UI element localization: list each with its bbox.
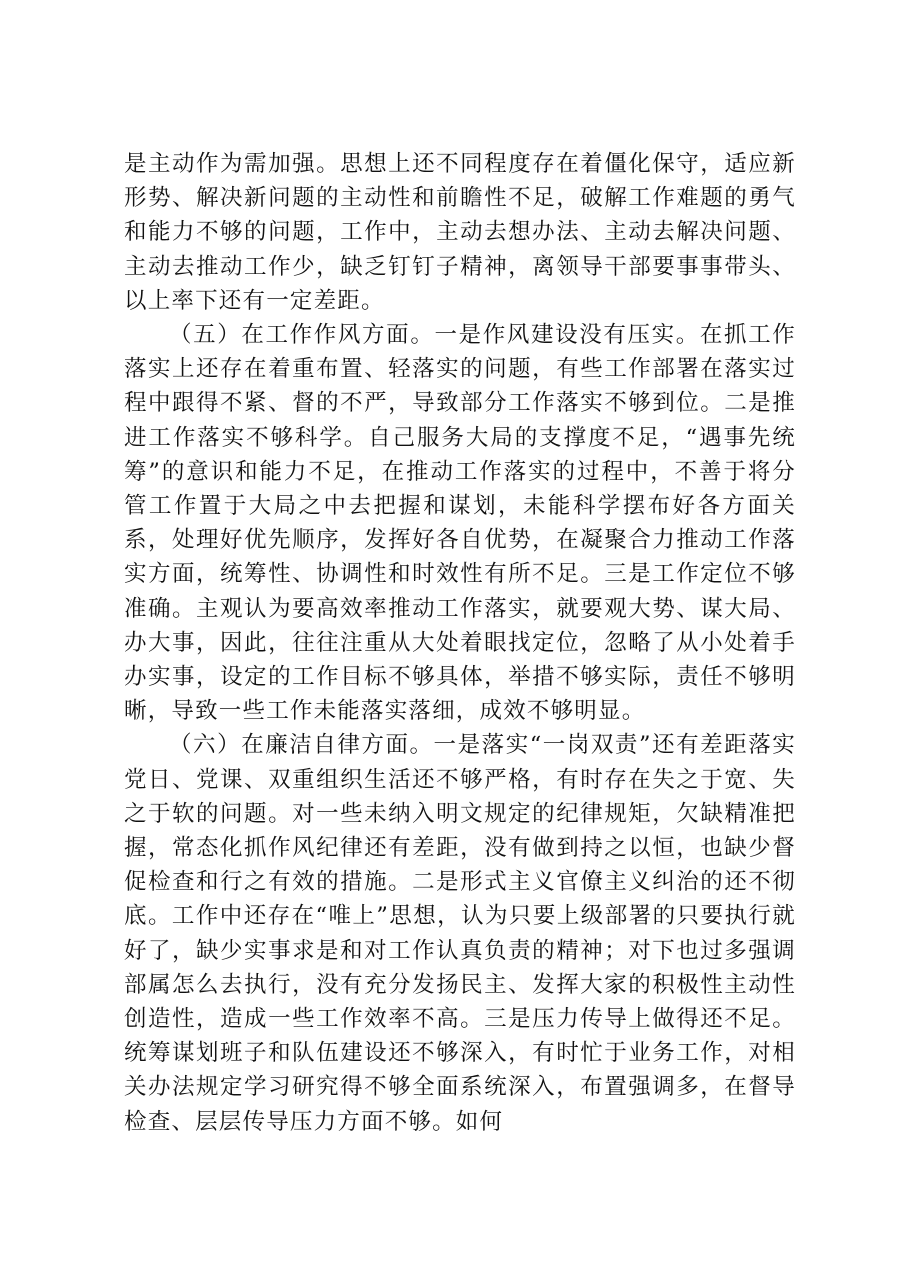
document-page [124,147,796,1139]
paragraph-work-style: （五）在工作作风方面。一是作风建设没有压实。在抓工作落实上还存在着重布置、轻落实的问题，有些工作部署在落实过程中跟得不紧、督的不严，导致部分工作落实不够到位。二是推进工作落实不够科学。自己服务大局的支撑度不足，“遇事先统筹”的意识和能力不足，在推动工作落实的过程中，不善于将分管工作置于大局之中去把握和谋划，未能科学摆布好各方面关系，处理好优先顺序，发挥好各自优势，在凝聚合力推动工作落实方面，统筹性、协调性和时效性有所不足。三是工作定位不够准确。主观认为要高效率推动工作落实，就要观大势、谋大局、办大事，因此，往往注重从大处着眼找定位，忽略了从小处着手办实事，设定的工作目标不够具体，举措不够实际，责任不够明晰，导致一些工作未能落实落细，成效不够明显。 [124,322,796,725]
paragraph-continuation: 是主动作为需加强。思想上还不同程度存在着僵化保守，适应新形势、解决新问题的主动性和前瞻性不足，破解工作难题的勇气和能力不够的问题，工作中，主动去想办法、主动去解决问题、主动去推动工作少，缺乏钉钉子精神，离领导干部要事事带头、以上率下还有一定差距。 [124,151,796,314]
paragraph-integrity: （六）在廉洁自律方面。一是落实“一岗双责”还有差距落实党日、党课、双重组织生活还不够严格，有时存在失之于宽、失之于软的问题。对一些未纳入明文规定的纪律规矩，欠缺精准把握，常态化抓作风纪律还有差距，没有做到持之以恒，也缺少督促检查和行之有效的措施。二是形式主义官僚主义纠治的还不彻底。工作中还存在“唯上”思想，认为只要上级部署的只要执行就好了，缺少实事求是和对工作认真负责的精神；对下也过多强调部属怎么去执行，没有充分发扬民主、发挥大家的积极性主动性创造性，造成一些工作效率不高。三是压力传导上做得还不足。统筹谋划班子和队伍建设还不够深入，有时忙于业务工作，对相关办法规定学习研究得不够全面系统深入，布置强调多，在督导检查、层层传导压力方面不够。如何 [124,732,796,1135]
